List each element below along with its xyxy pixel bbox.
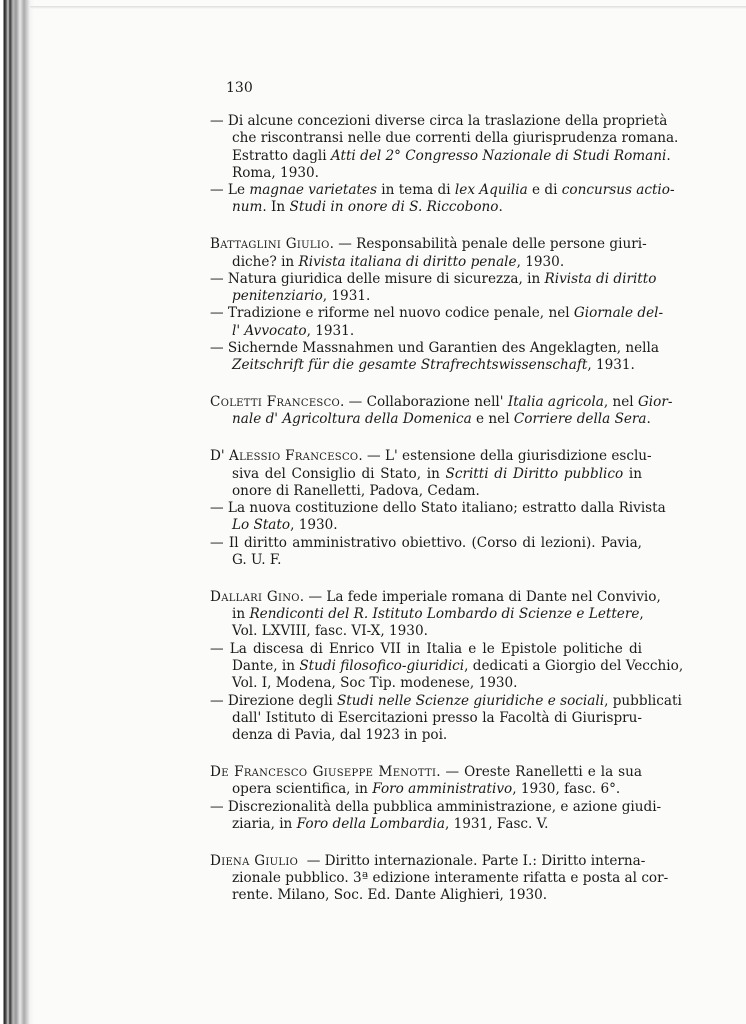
- italic-title: num: [232, 199, 263, 216]
- text-segment: Roma, 1930.: [232, 164, 319, 181]
- text-segment: in: [623, 465, 642, 482]
- text-line: [210, 323, 642, 340]
- text-line: [210, 710, 642, 727]
- text-segment: e nel: [471, 411, 514, 428]
- text-line: [210, 692, 682, 710]
- text-segment: rente. Milano, Soc. Ed. Dante Alighieri, 1930.: [232, 887, 548, 904]
- italic-title: Corriere della Sera: [513, 411, 647, 428]
- text-segment: .: [646, 411, 651, 428]
- text-segment: D': [210, 448, 229, 465]
- text-segment: — Discrezionalità della pubblica amministrazione, e azione giudi-: [210, 798, 662, 815]
- italic-title: Scritti di Diritto pubblico: [445, 465, 624, 482]
- text-segment: diche? in: [232, 253, 299, 270]
- text-line: [210, 535, 642, 552]
- text-line: [210, 798, 662, 816]
- author-name: De Francesco Giuseppe Menotti: [210, 764, 437, 780]
- text-segment: Estratto dagli: [232, 147, 331, 164]
- text-segment: , 1930.: [290, 517, 338, 534]
- text-segment: .: [498, 199, 503, 216]
- text-segment: onore di Ranelletti, Padova, Cedam.: [232, 482, 480, 499]
- italic-title: Italia agricola: [507, 394, 604, 411]
- italic-title: Atti del 2° Congresso Nazionale di Studi Romani: [330, 147, 667, 164]
- author-name: Alessio Francesco: [228, 448, 359, 465]
- text-segment: . — L' estensione della giurisdizione esclu-: [358, 448, 652, 465]
- text-line: [210, 500, 666, 517]
- text-line: [210, 641, 642, 658]
- text-line: [210, 270, 657, 288]
- text-segment: e di: [527, 182, 562, 199]
- text-line: [210, 887, 642, 904]
- text-segment: in tema di: [376, 182, 455, 199]
- text-segment: in: [232, 606, 250, 623]
- text-segment: , 1931.: [306, 322, 355, 339]
- text-segment: — Di alcune concezioni diverse circa la traslazione della proprietà: [210, 113, 668, 129]
- text-segment: . — Oreste Ranelletti e la sua: [436, 764, 642, 780]
- text-segment: ziaria, in: [232, 815, 297, 832]
- italic-title: Zeitschrift für die gesamte Strafrechtswissenschaft: [232, 357, 588, 374]
- text-line: [210, 466, 642, 483]
- text-segment: — La discesa di Enrico VII in Italia e le Epistole politiche di: [210, 640, 642, 657]
- italic-title: lex Aquilia: [454, 182, 528, 199]
- text-segment: , 1931.: [587, 357, 635, 374]
- italic-title: l' Avvocato: [232, 322, 307, 339]
- text-segment: opera scientifica, in: [232, 781, 373, 798]
- text-segment: zionale pubblico. 3ª edizione interamente rifatta e posta al cor-: [232, 869, 669, 886]
- text-segment: , 1930, fasc. 6°.: [512, 781, 621, 798]
- text-line: [210, 852, 646, 870]
- text-line: [210, 236, 647, 253]
- text-line: [210, 305, 664, 322]
- text-line: [210, 113, 668, 130]
- italic-title: Giornale del-: [573, 305, 664, 322]
- text-segment: . — Responsabilità penale delle persone giuri-: [329, 236, 647, 253]
- scan-binding-edge: [0, 0, 34, 1024]
- text-line: [210, 869, 669, 887]
- text-line: [210, 552, 642, 569]
- text-segment: Vol. LXVIII, fasc. VI-X, 1930.: [232, 623, 428, 640]
- text-segment: .: [666, 147, 671, 164]
- text-segment: dall' Istituto di Esercitazioni presso la Facoltà di Giurispru-: [232, 709, 642, 726]
- text-segment: . — Collaborazione nell': [340, 394, 508, 411]
- italic-title: Rivista italiana di diritto penale: [298, 253, 517, 270]
- text-line: [210, 623, 642, 640]
- text-line: [210, 606, 642, 623]
- italic-title: magnae varietates: [249, 182, 377, 199]
- author-name: Dallari Gino: [210, 588, 300, 605]
- italic-title: Studi in onore di S. Riccobono: [289, 199, 499, 216]
- italic-title: concursus actio-: [561, 182, 675, 199]
- italic-title: Studi filosofico-giuridici: [299, 658, 465, 675]
- italic-title: Gior-: [637, 394, 673, 411]
- bibliography-entry: [210, 448, 666, 569]
- text-line: [210, 483, 642, 500]
- text-line: [210, 411, 651, 428]
- italic-title: Rendiconti del R. Istituto Lombardo di Scienze e Lettere: [249, 606, 640, 623]
- text-line: [210, 658, 684, 675]
- text-line: [210, 357, 642, 374]
- text-segment: — Sichernde Massnahmen und Garantien des Angeklagten, nella: [210, 340, 659, 357]
- text-line: [210, 588, 661, 606]
- text-segment: , 1931, Fasc. V.: [444, 815, 549, 832]
- text-segment: , 1930.: [516, 253, 565, 270]
- text-line: [210, 254, 642, 271]
- text-line: [210, 781, 642, 798]
- text-segment: siva del Consiglio di Stato, in: [232, 465, 446, 482]
- italic-title: Rivista di diritto: [544, 270, 657, 287]
- italic-title: penitenziario: [232, 288, 323, 305]
- text-segment: — Natura giuridica delle misure di sicurezza, in: [210, 270, 545, 287]
- text-line: [210, 764, 642, 781]
- bibliography-entry: [210, 236, 664, 374]
- scan-top-edge: [30, 6, 746, 9]
- text-line: [210, 130, 679, 147]
- text-segment: — Tradizione e riforme nel nuovo codice penale, nel: [210, 305, 574, 322]
- text-line: [210, 147, 671, 165]
- text-segment: — Il diritto amministrativo obiettivo. (Corso di lezioni). Pavia,: [210, 534, 642, 551]
- bibliography-entry: [210, 764, 662, 833]
- bibliography-list: [210, 113, 684, 905]
- text-line: [210, 727, 642, 744]
- text-line: [210, 288, 642, 305]
- text-line: [210, 448, 652, 465]
- text-line: [210, 199, 642, 216]
- text-segment: , 1931.: [322, 288, 371, 305]
- author-name: Coletti Francesco: [210, 394, 341, 411]
- bibliography-entry: [210, 394, 673, 429]
- text-line: [210, 340, 659, 357]
- bibliography-entry: [210, 852, 669, 905]
- text-segment: . — La fede imperiale romana di Dante nel Convivio,: [299, 588, 661, 605]
- bibliography-entry: [210, 588, 684, 745]
- text-segment: — La nuova costituzione dello Stato italiano; estratto dalla Rivista: [210, 500, 666, 517]
- text-segment: — Le: [210, 182, 250, 199]
- text-segment: denza di Pavia, dal 1923 in poi.: [232, 727, 448, 744]
- bibliography-entry: [210, 113, 679, 217]
- text-segment: , pubblicati: [604, 692, 682, 709]
- italic-title: Studi nelle Scienze giuridiche e sociali: [336, 692, 605, 709]
- text-segment: — Diritto internazionale. Parte I.: Diritto interna-: [298, 852, 646, 869]
- text-segment: Dante, in: [232, 658, 300, 675]
- text-segment: Vol. I, Modena, Soc Tip. modenese, 1930.: [232, 675, 518, 692]
- text-line: [210, 182, 675, 199]
- italic-title: Foro della Lombardia: [296, 815, 445, 832]
- author-name: Diena Giulio: [210, 852, 299, 869]
- text-segment: che riscontransi nelle due correnti della giurisprudenza romana.: [232, 130, 679, 147]
- italic-title: nale d' Agricoltura della Domenica: [232, 411, 472, 428]
- italic-title: Lo Stato: [232, 517, 291, 534]
- author-name: Battaglini Giulio: [210, 236, 330, 253]
- italic-title: Foro amministrativo: [372, 781, 513, 798]
- text-segment: . In: [262, 199, 290, 216]
- text-line: [210, 165, 642, 182]
- text-segment: ,: [639, 606, 644, 623]
- text-line: [210, 675, 642, 692]
- text-segment: — Direzione degli: [210, 692, 337, 709]
- text-line: [210, 816, 642, 833]
- text-line: [210, 517, 642, 534]
- page-number: 130: [226, 80, 253, 96]
- text-segment: G. U. F.: [232, 552, 282, 569]
- text-segment: , nel: [603, 394, 638, 411]
- text-segment: , dedicati a Giorgio del Vecchio,: [464, 658, 684, 675]
- text-line: [210, 394, 673, 411]
